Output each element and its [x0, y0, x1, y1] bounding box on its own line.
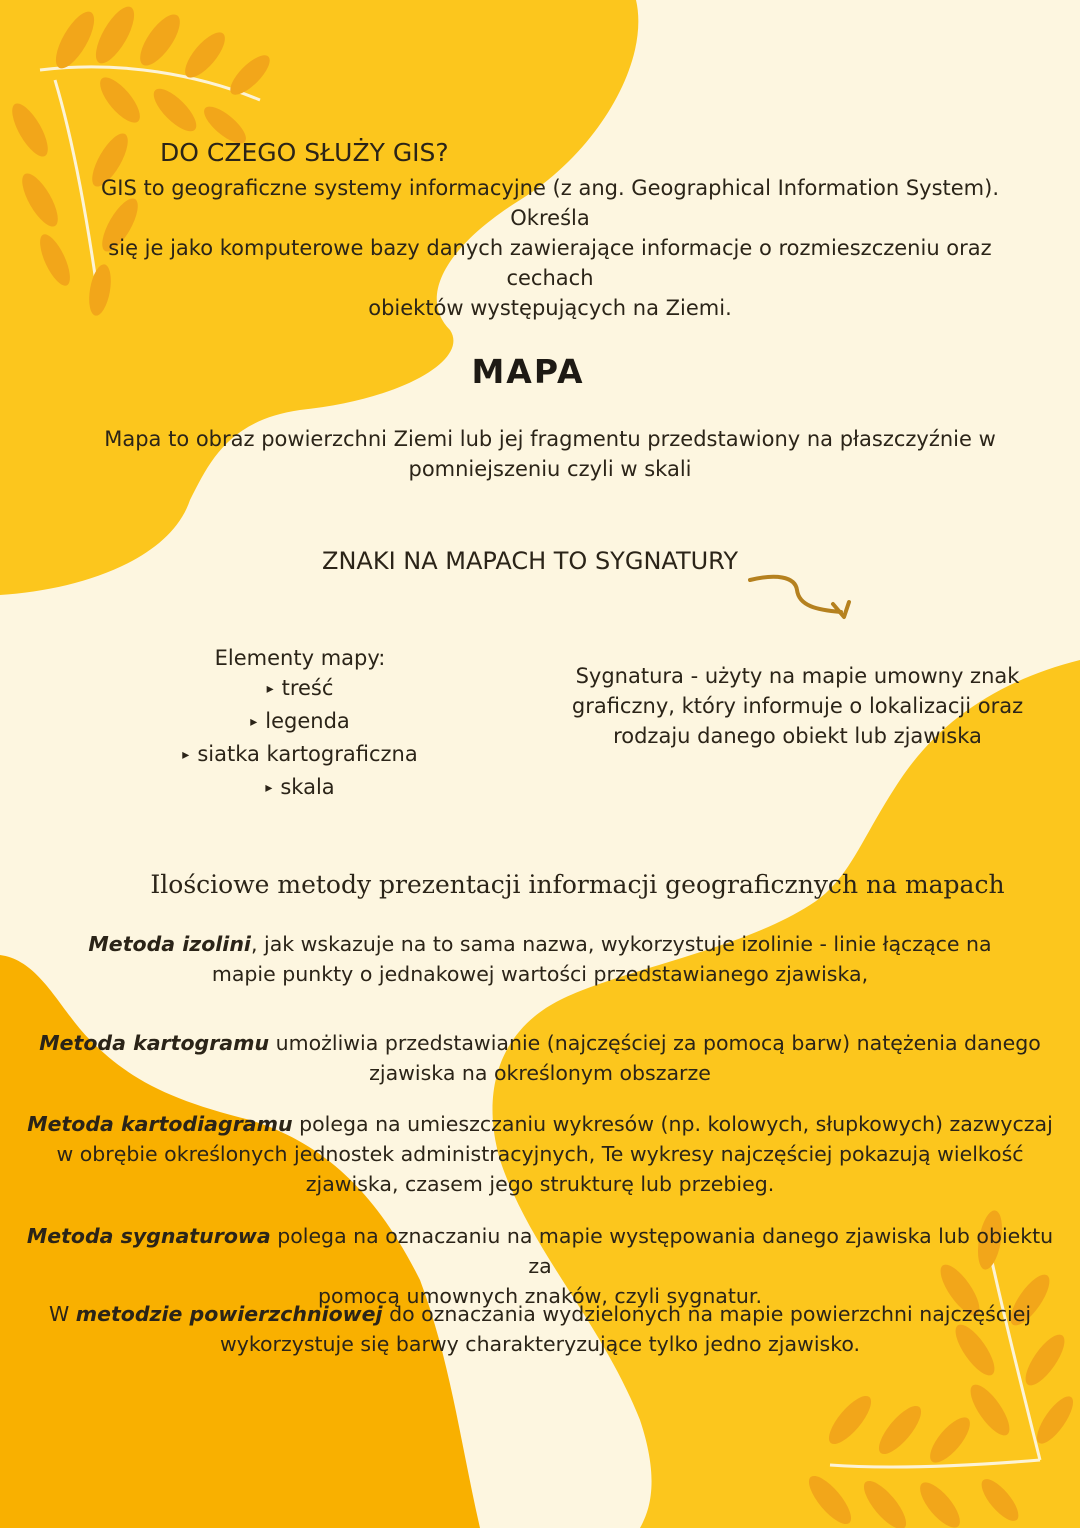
bullet-icon: ▸ [266, 681, 274, 697]
sygnatura-line: graficzny, który informuje o lokalizacji oraz [571, 694, 1024, 718]
map-elements-heading: Elementy mapy: [214, 646, 386, 670]
method-izolini: Metoda izolini, jak wskazuje na to sama nazwa, wykorzystuje izolinie - linie łączące na mapie punkty o jednakowej wartości przedstawianego zjawiska, [88, 932, 992, 986]
sygnatura-line: Sygnatura - użyty na mapie umowny znak [575, 664, 1020, 688]
method-kartodiagram: Metoda kartodiagramu polega na umieszczaniu wykresów (np. kolowych, słupkowych) zazwyczaj w obrębie określonych jednostek administracyjnych, Te wykresy najczęściej pokazują wielkość zjawiska, czasem jego strukturę lub przebieg. [27, 1112, 1053, 1196]
mapa-definition [100, 424, 1000, 484]
method-name: metodzie powierzchniowej [75, 1302, 383, 1326]
sygnatura-definition [570, 661, 1025, 751]
method-name: Metoda kartogramu [39, 1031, 270, 1055]
method-kartogram: Metoda kartogramu umożliwia przedstawianie (najczęściej za pomocą barw) natężenia danego zjawiska na określonym obszarze [39, 1031, 1041, 1085]
list-item: ▸ treść [266, 676, 334, 700]
gis-line: się je jako komputerowe bazy danych zawierające informacje o rozmieszczeniu oraz cechach [108, 236, 992, 290]
gis-description [70, 173, 1030, 323]
method-name: Metoda sygnaturowa [26, 1224, 271, 1248]
sygnatura-line: rodzaju danego obiekt lub zjawiska [613, 724, 982, 748]
bullet-icon: ▸ [265, 780, 273, 796]
gis-title: DO CZEGO SŁUŻY GIS? [160, 138, 449, 167]
methods-title: Ilościowe metody prezentacji informacji geograficznych na mapach [150, 870, 1005, 899]
method-sygnaturowa: Metoda sygnaturowa polega na oznaczaniu na mapie występowania danego zjawiska lub obiektu za pomocą umownych znaków, czyli sygnatur. [26, 1224, 1054, 1308]
map-elements-list [160, 673, 440, 805]
list-item: ▸ skala [265, 775, 335, 799]
method-name: Metoda izolini [88, 932, 251, 956]
sygnatury-title: ZNAKI NA MAPACH TO SYGNATURY [322, 547, 738, 575]
gis-line: GIS to geograficzne systemy informacyjne (z ang. Geographical Information System). Określa [100, 176, 999, 230]
method-powierzchniowa: W metodzie powierzchniowej do oznaczania wydzielonych na mapie powierzchni najczęściej wykorzystuje się barwy charakteryzujące tylko jedno zjawisko. [48, 1302, 1032, 1356]
list-item: ▸ siatka kartograficzna [182, 742, 418, 766]
map-elements [160, 643, 440, 805]
bullet-icon: ▸ [182, 747, 190, 763]
bullet-icon: ▸ [250, 714, 258, 730]
mapa-line: Mapa to obraz powierzchni Ziemi lub jej fragmentu przedstawiony na płaszczyźnie w [104, 427, 996, 451]
method-name: Metoda kartodiagramu [27, 1112, 293, 1136]
mapa-line: pomniejszeniu czyli w skali [408, 457, 692, 481]
gis-line: obiektów występujących na Ziemi. [368, 296, 732, 320]
curved-arrow-icon [745, 572, 860, 634]
mapa-title: MAPA [471, 352, 585, 391]
list-item: ▸ legenda [250, 709, 350, 733]
